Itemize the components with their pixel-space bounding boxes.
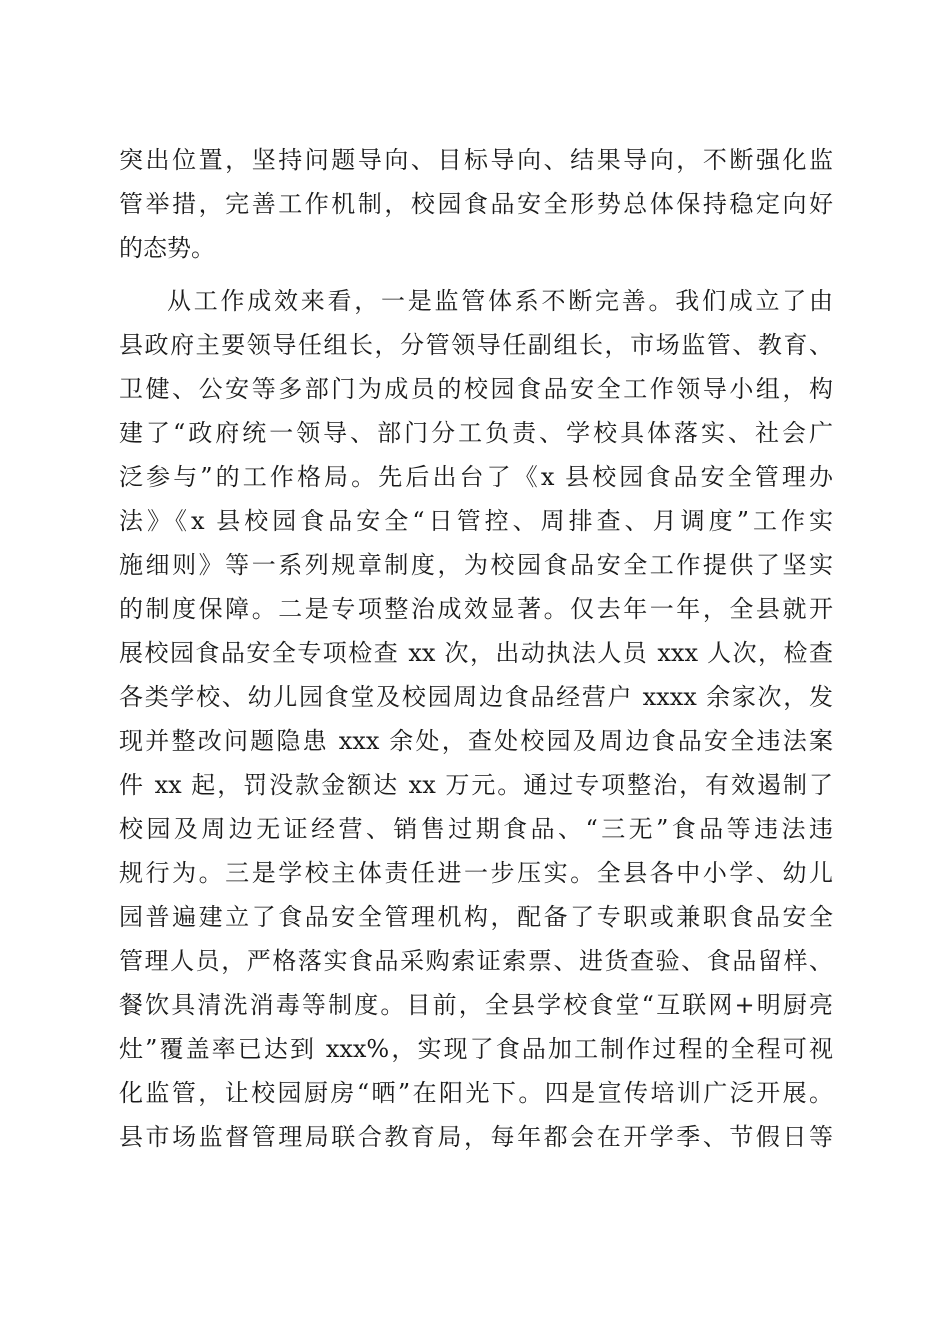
text-line: 县政府主要领导任组长，分管领导任副组长，市场监管、教育、 [119,331,833,359]
text-line: 化监管，让校园厨房“晒”在阳光下。四是宣传培训广泛开展。 [119,1079,833,1107]
text-line: 校园及周边无证经营、销售过期食品、“三无”食品等违法违 [119,815,833,843]
text-line: 泛参与”的工作格局。先后出台了《x 县校园食品安全管理办 [119,463,833,491]
text-line: 施细则》等一系列规章制度，为校园食品安全工作提供了坚实 [119,551,833,579]
text-line: 管理人员，严格落实食品采购索证索票、进货查验、食品留样、 [119,947,833,975]
text-line: 规行为。三是学校主体责任进一步压实。全县各中小学、幼儿 [119,859,833,887]
text-line: 展校园食品安全专项检查 xx 次，出动执法人员 xxx 人次，检查 [119,639,833,667]
text-line: 县市场监督管理局联合教育局，每年都会在开学季、节假日等 [119,1123,833,1151]
text-line: 灶”覆盖率已达到 xxx%，实现了食品加工制作过程的全程可视 [119,1035,833,1063]
text-line: 法》《x 县校园食品安全“日管控、周排查、月调度”工作实 [119,507,833,535]
text-line: 件 xx 起，罚没款金额达 xx 万元。通过专项整治，有效遏制了 [119,771,833,799]
paragraph-first-line: 从工作成效来看，一是监管体系不断完善。我们成立了由 [167,287,833,315]
text-line: 园普遍建立了食品安全管理机构，配备了专职或兼职食品安全 [119,903,833,931]
text-line: 现并整改问题隐患 xxx 余处，查处校园及周边食品安全违法案 [119,727,833,755]
text-line: 建了“政府统一领导、部门分工负责、学校具体落实、社会广 [119,419,833,447]
text-line: 突出位置，坚持问题导向、目标导向、结果导向，不断强化监 [119,146,833,174]
text-line: 管举措，完善工作机制，校园食品安全形势总体保持稳定向好 [119,190,833,218]
text-line: 卫健、公安等多部门为成员的校园食品安全工作领导小组，构 [119,375,833,403]
text-line: 各类学校、幼儿园食堂及校园周边食品经营户 xxxx 余家次，发 [119,683,833,711]
text-line: 的态势。 [119,234,215,262]
text-line: 的制度保障。二是专项整治成效显著。仅去年一年，全县就开 [119,595,833,623]
text-line: 餐饮具清洗消毒等制度。目前，全县学校食堂“互联网+明厨亮 [119,991,833,1019]
